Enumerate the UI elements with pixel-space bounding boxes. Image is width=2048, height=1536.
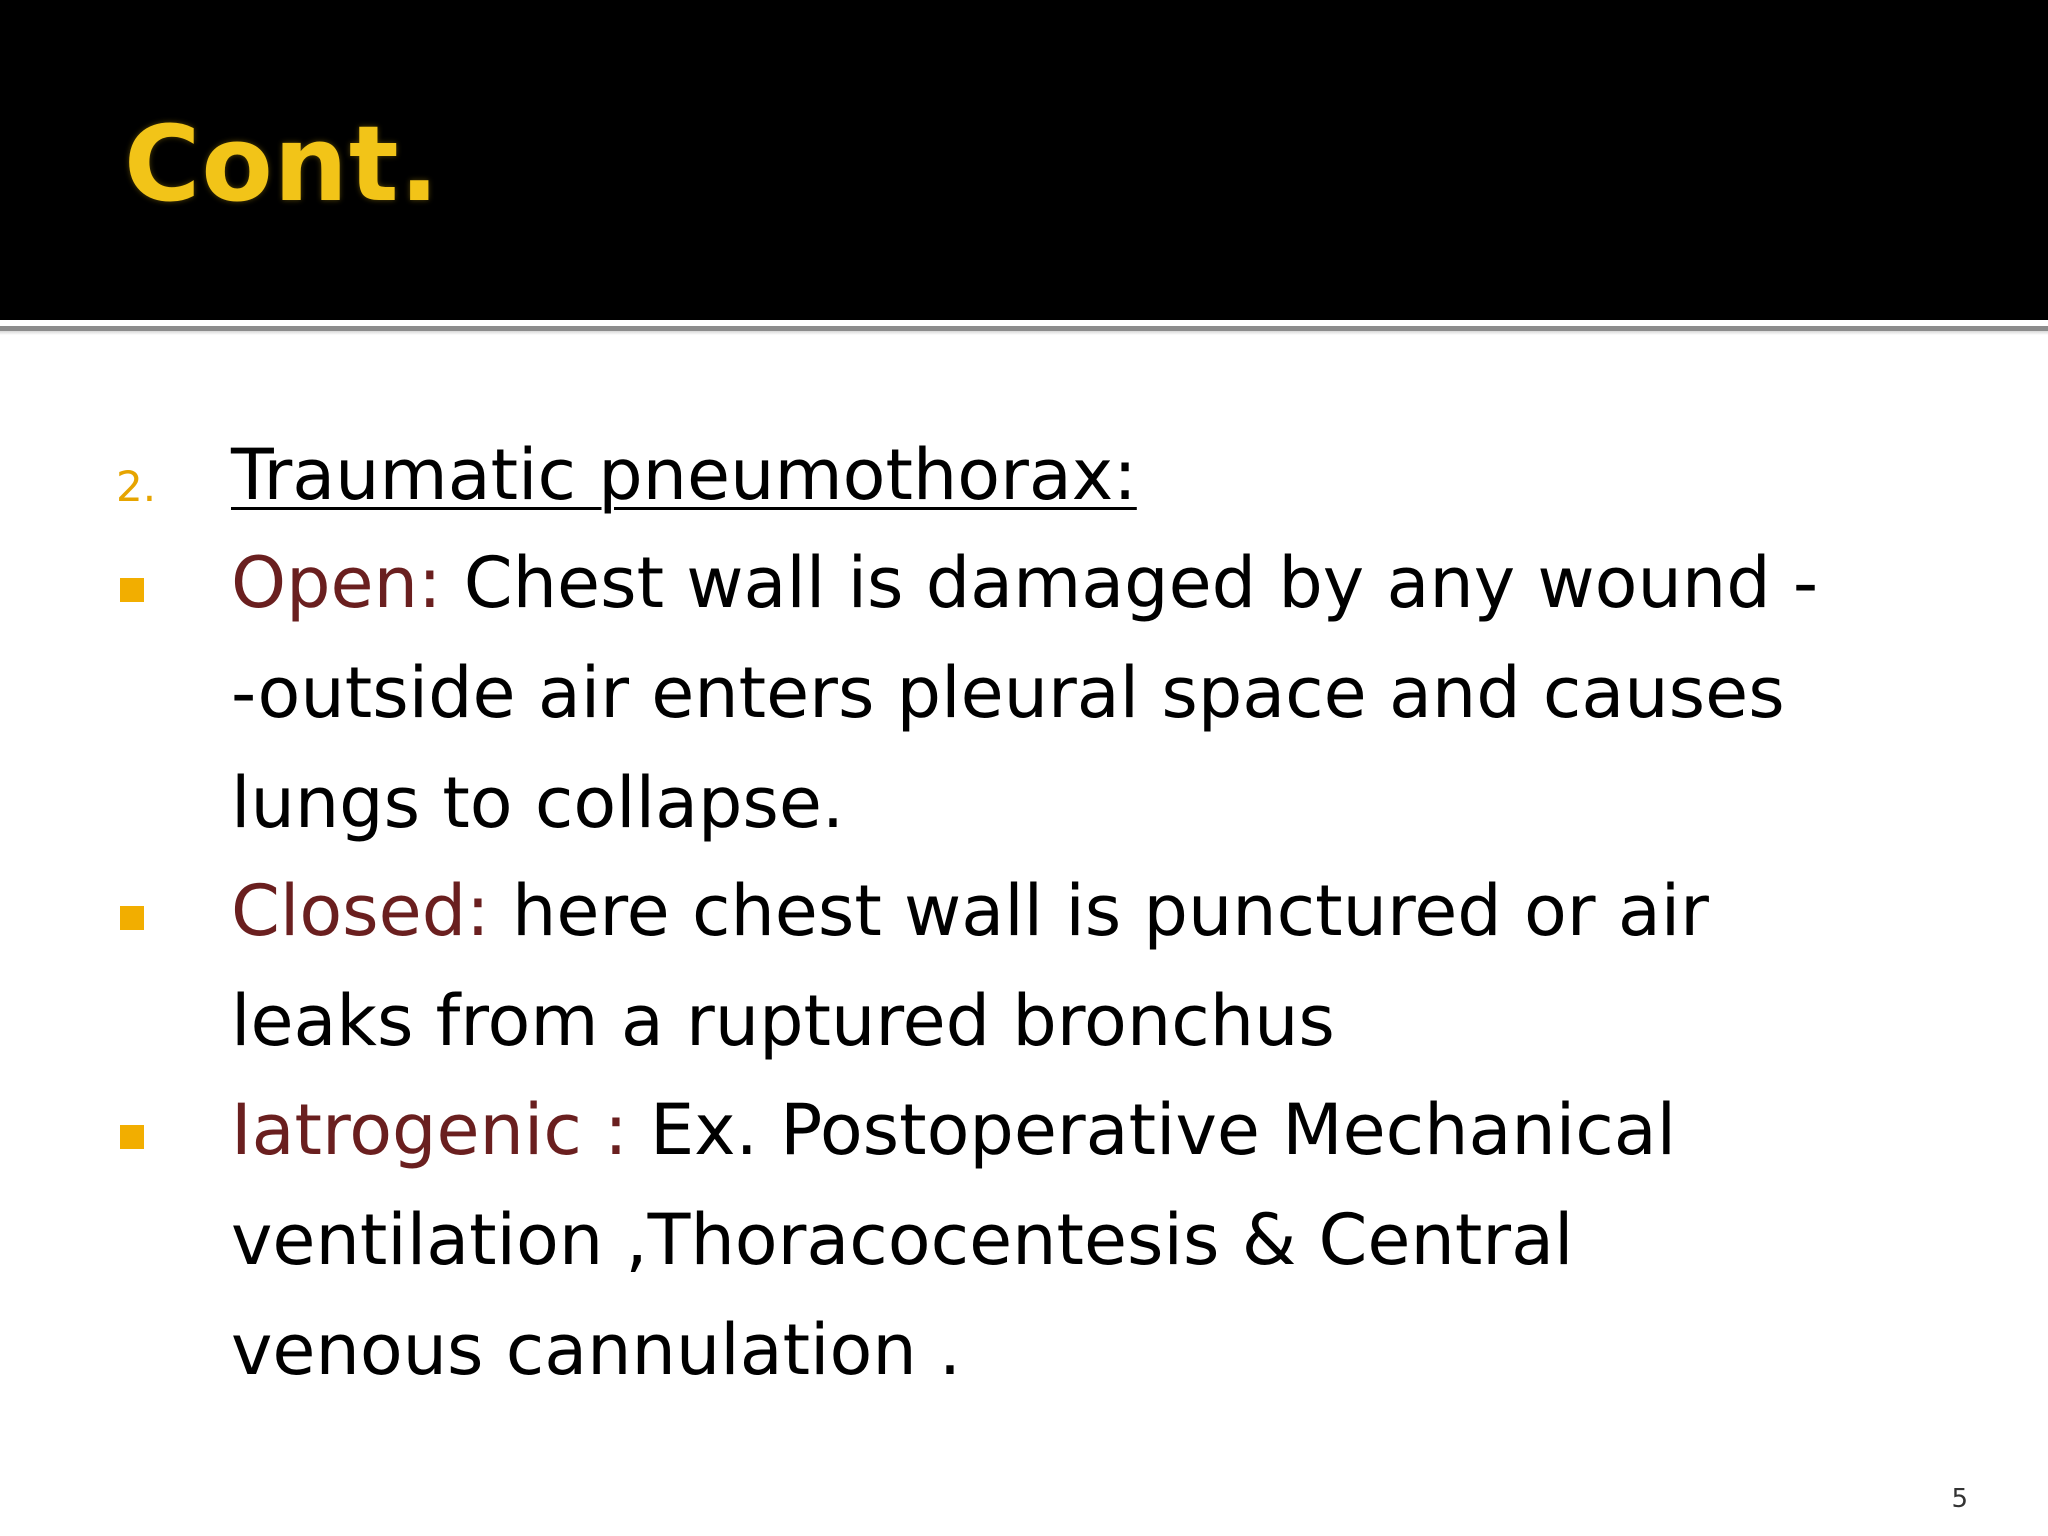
page-number: 5: [1951, 1484, 1968, 1514]
list-item-line: -outside air enters pleural space and causes: [231, 652, 1785, 734]
list-item-line: lungs to collapse.: [231, 762, 845, 844]
list-item-text: Ex. Postoperative Mechanical: [627, 1089, 1677, 1171]
slide-title: Cont.: [124, 103, 441, 225]
list-item-line: leaks from a ruptured bronchus: [231, 980, 1335, 1062]
list-item-term: Closed:: [231, 870, 490, 952]
bullet-icon: [120, 906, 144, 930]
list-item-line: ventilation ,Thoracocentesis & Central: [231, 1199, 1574, 1281]
bullet-icon: [120, 1125, 144, 1149]
list-item-line: [231, 542, 1819, 624]
list-item-text: Chest wall is damaged by any wound -: [441, 542, 1819, 624]
list-item-term: Open:: [231, 542, 442, 624]
bullet-icon: [120, 578, 144, 602]
list-heading: Traumatic pneumothorax:: [231, 434, 1137, 516]
list-item-line: [231, 1089, 1677, 1171]
list-item-text: here chest wall is punctured or air: [489, 870, 1709, 952]
list-item-line: venous cannulation .: [231, 1309, 962, 1391]
list-number-marker: 2.: [116, 462, 157, 511]
list-item-line: [231, 870, 1709, 952]
list-item-term: Iatrogenic :: [231, 1089, 628, 1171]
